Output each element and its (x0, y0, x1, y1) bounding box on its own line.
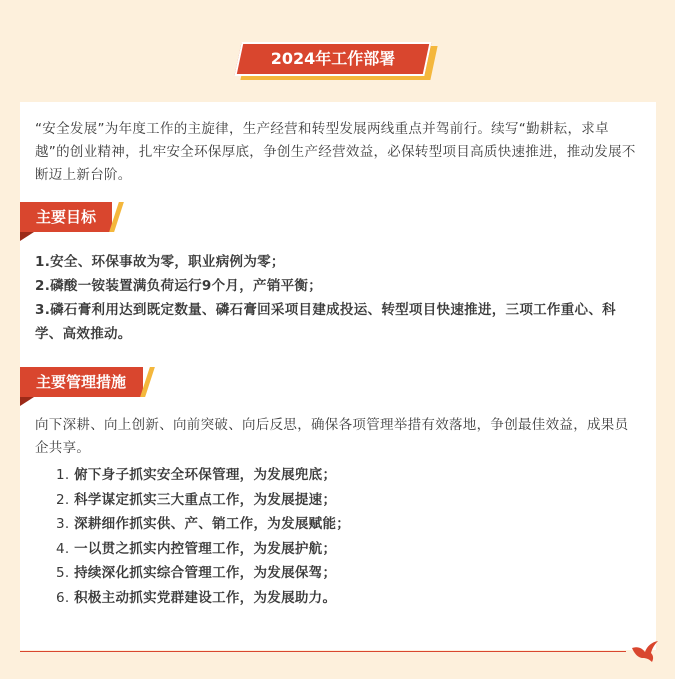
measure-text: 积极主动抓实党群建设工作，为发展助力。 (74, 589, 337, 606)
measure-text: 持续深化抓实综合管理工作，为发展保驾； (74, 565, 337, 581)
goal-item: 1.安全、环保事故为零，职业病例为零； (35, 254, 285, 270)
goal-item: 2.磷酸一铵装置满负荷运行9个月，产销平衡； (35, 278, 323, 294)
measure-text: 一以贯之抓实内控管理工作，为发展护航； (74, 540, 337, 557)
measure-number: 6. (56, 589, 70, 606)
section-label-goals (20, 202, 180, 242)
measure-item (56, 561, 636, 586)
measure-number: 1. (56, 467, 70, 483)
measure-number: 3. (56, 516, 70, 532)
goal-item: 3.磷石膏利用达到既定数量、磷石膏回采项目建成投运、转型项目快速推进，三项工作重心、科学、高效推动。 (35, 302, 616, 342)
section-label-measures (20, 367, 180, 407)
measure-number: 4. (56, 540, 70, 557)
goals-list (35, 250, 641, 346)
measure-item (56, 463, 636, 488)
intro-paragraph: “安全发展”为年度工作的主旋律，生产经营和转型发展两线重点并驾前行。续写“勤耕耘，求卓越”的创业精神，扎牢安全环保厚底，争创生产经营效益，必保转型项目高质快速推进，推动发展不断迈上新台阶。 (35, 121, 636, 183)
measure-number: 5. (56, 565, 70, 581)
measure-text: 俯下身子抓实安全环保管理，为发展兜底； (74, 467, 337, 483)
measure-number: 2. (56, 491, 70, 508)
measure-text: 科学谋定抓实三大重点工作，为发展提速； (74, 491, 337, 508)
measures-intro: 向下深耕、向上创新、向前突破、向后反思，确保各项管理举措有效落地，争创最佳效益，成果员企共享。 (35, 417, 629, 456)
measure-text: 深耕细作抓实供、产、销工作，为发展赋能； (74, 516, 351, 532)
bird-icon (630, 636, 660, 666)
bottom-divider (20, 651, 626, 652)
title-banner (238, 42, 438, 82)
content-card (20, 102, 656, 650)
measures-list (56, 463, 636, 610)
measure-item (56, 537, 636, 562)
measure-item (56, 512, 636, 537)
measure-item (56, 488, 636, 513)
goals-heading: 主要目标 (36, 208, 97, 226)
measure-item (56, 586, 636, 611)
measures-heading: 主要管理措施 (36, 373, 127, 391)
page-title: 2024年工作部署 (270, 49, 396, 68)
